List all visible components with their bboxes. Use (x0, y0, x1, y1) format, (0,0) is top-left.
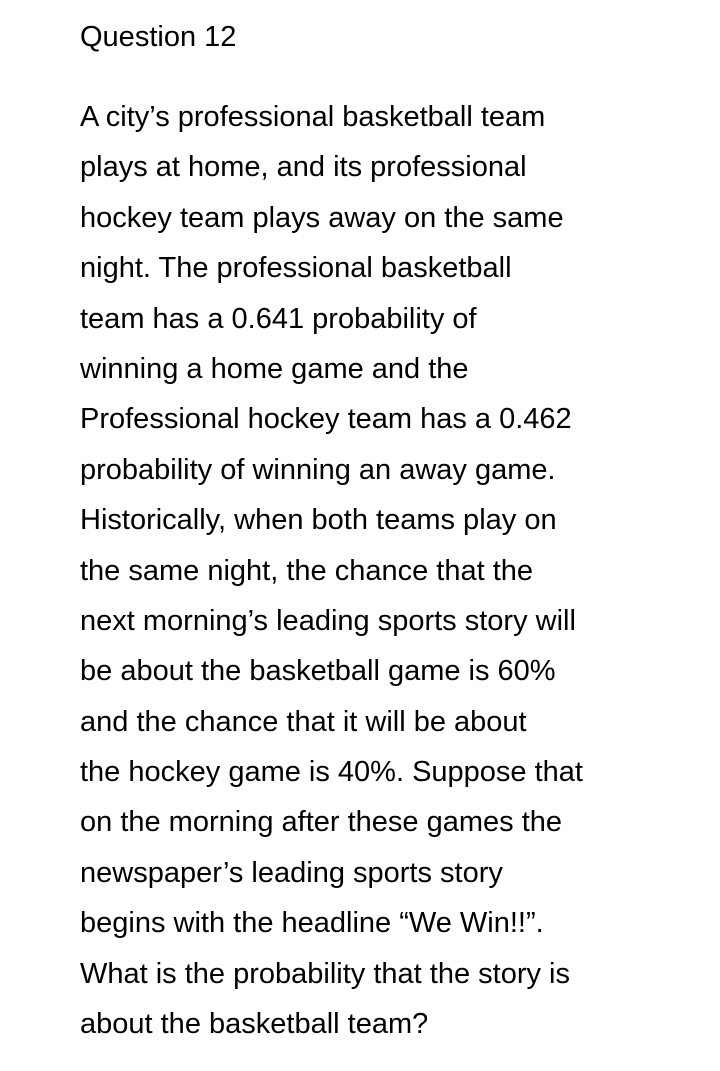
question-line: about the basketball team? (80, 1008, 429, 1041)
question-line: winning a home game and the (80, 352, 469, 385)
question-line: A city’s professional basketball team (80, 101, 546, 133)
question-line: team has a 0.641 probability of (80, 302, 477, 335)
question-line: on the morning after these games the (80, 806, 563, 839)
question-line: the hockey game is 40%. Suppose that (80, 756, 583, 789)
question-line: next morning’s leading sports story will (80, 604, 576, 637)
question-line: the same night, the chance that the (80, 554, 534, 587)
question-line: Professional hockey team has a 0.462 (80, 403, 572, 436)
question-line: night. The professional basketball (80, 252, 512, 285)
question-heading: Question 12 (80, 21, 237, 53)
question-line: begins with the headline “We Win!!”. (80, 907, 544, 940)
question-line: plays at home, and its professional (80, 151, 527, 184)
question-line: newspaper’s leading sports story (80, 856, 503, 889)
question-line: probability of winning an away game. (80, 453, 556, 486)
question-line: and the chance that it will be about (80, 705, 527, 738)
question-line: hockey team plays away on the same (80, 201, 564, 234)
question-line: be about the basketball game is 60% (80, 655, 556, 688)
question-line: Historically, when both teams play on (80, 504, 557, 537)
question-line: What is the probability that the story is (80, 957, 570, 990)
question-body (80, 92, 700, 1049)
